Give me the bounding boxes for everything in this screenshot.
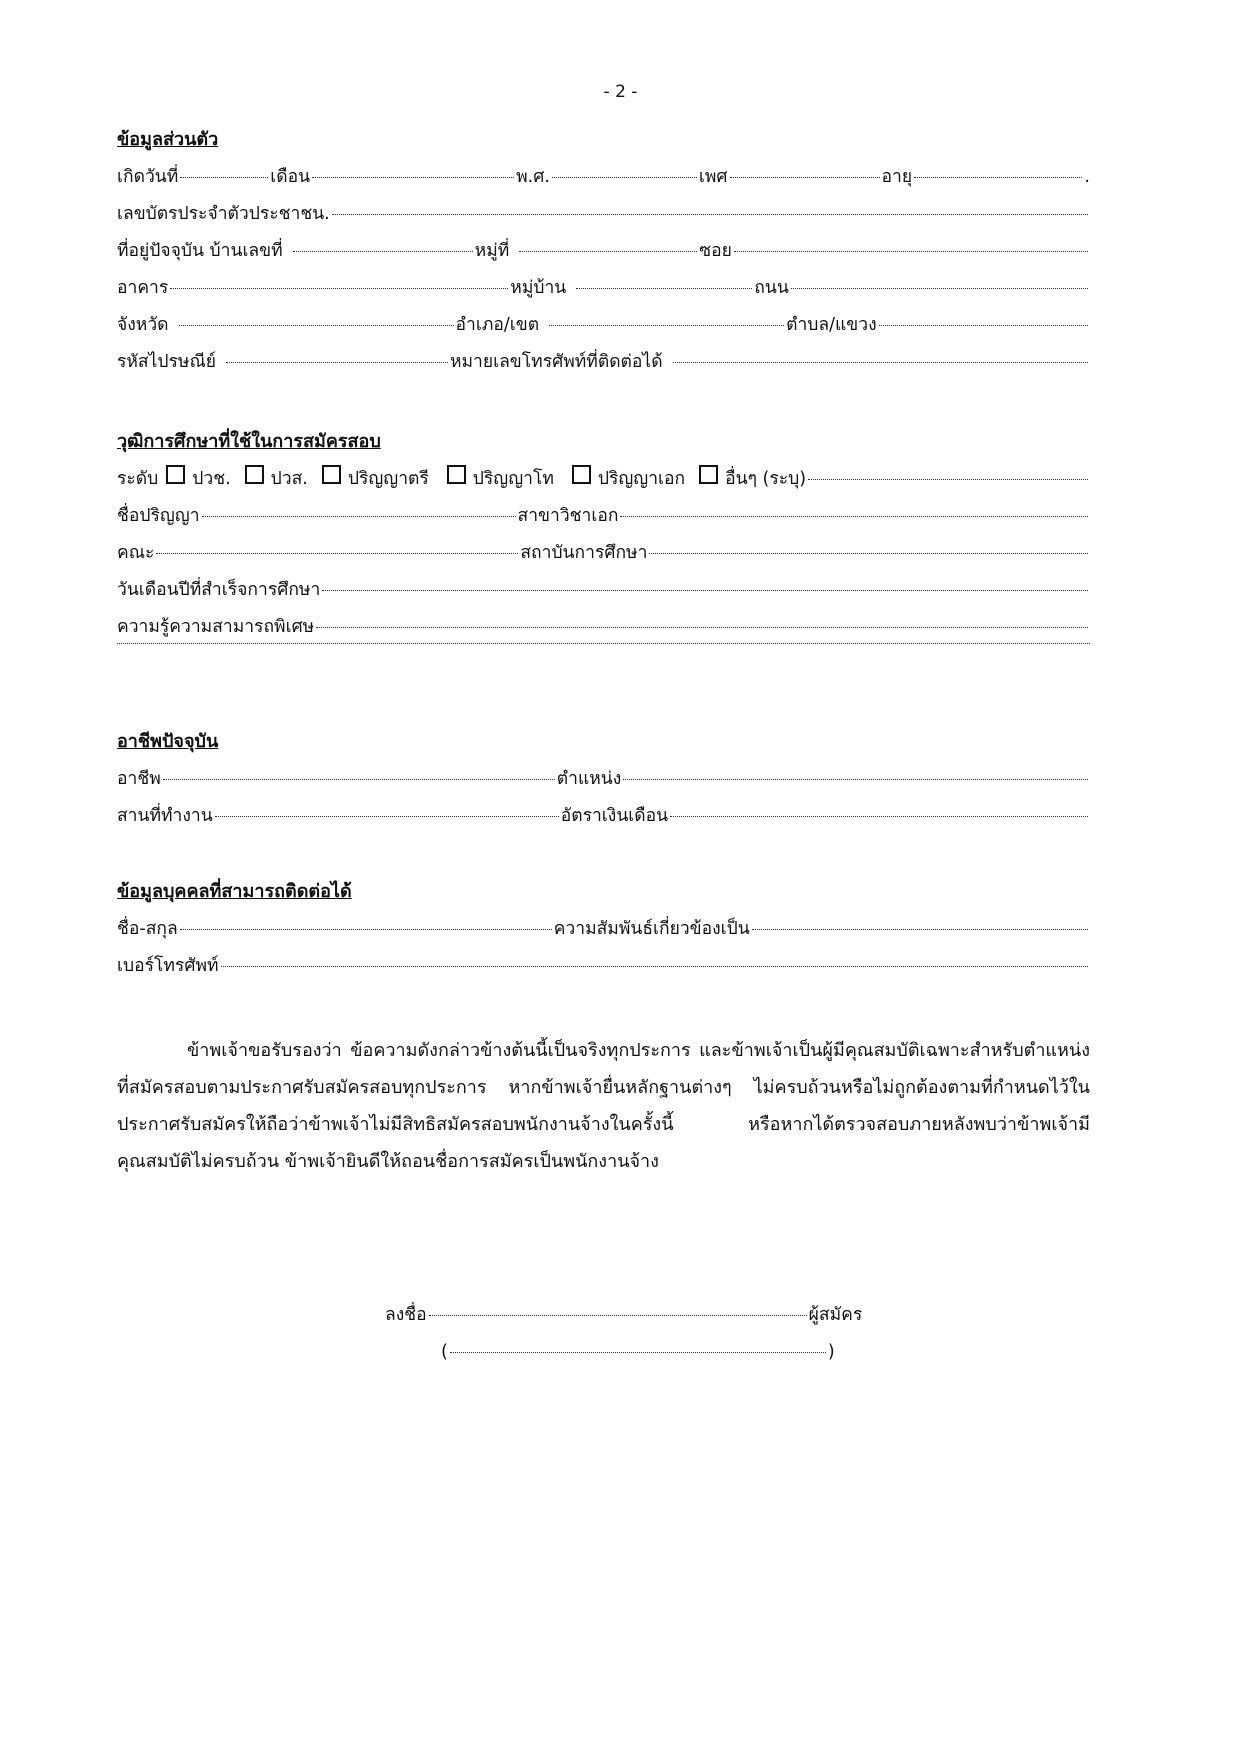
level-option-3: ปริญญาตรี — [347, 469, 429, 489]
skills-label: ความรู้ความสามารถพิเศษ — [117, 617, 315, 637]
province-row — [117, 307, 1090, 344]
institution-field[interactable] — [649, 552, 1088, 554]
level-option-2: ปวส. — [270, 469, 308, 489]
district-field[interactable] — [549, 324, 784, 326]
postcode-label: รหัสไปรษณีย์ — [117, 352, 216, 372]
building-field[interactable] — [170, 287, 508, 289]
job-field[interactable] — [163, 778, 555, 780]
relation-label: ความสัมพันธ์เกี่ยวข้องเป็น — [553, 919, 750, 939]
level-checkbox-1[interactable] — [166, 465, 185, 484]
level-checkbox-5[interactable] — [572, 465, 591, 484]
level-option-1: ปวช. — [192, 469, 231, 489]
printed-name-field[interactable] — [450, 1351, 826, 1353]
level-row — [117, 461, 1090, 498]
id-card-label: เลขบัตรประจำตัวประชาชน. — [117, 204, 330, 224]
year-label: พ.ศ. — [516, 167, 550, 187]
faculty-row — [117, 535, 1090, 572]
province-label: จังหวัด — [117, 315, 169, 335]
signature-field[interactable] — [429, 1314, 807, 1316]
contact-name-row — [117, 911, 1090, 948]
postcode-row — [117, 344, 1090, 381]
job-label: อาชีพ — [117, 769, 161, 789]
faculty-field[interactable] — [156, 552, 518, 554]
id-card-field[interactable] — [332, 213, 1088, 215]
printed-name-row — [385, 1334, 885, 1371]
graduation-label: วันเดือนปีที่สำเร็จการศึกษา — [117, 580, 321, 600]
contact-heading: ข้อมูลบุคคลที่สามารถติดต่อได้ — [117, 881, 352, 902]
id-card-row — [117, 196, 1090, 233]
other-level-field[interactable] — [808, 478, 1088, 480]
month-label: เดือน — [270, 167, 311, 187]
road-field[interactable] — [791, 287, 1088, 289]
contact-phone-field[interactable] — [221, 965, 1088, 967]
job-row — [117, 761, 1090, 798]
open-paren: ( — [441, 1342, 448, 1362]
workplace-label: สานที่ทำงาน — [117, 806, 213, 826]
level-checkbox-6[interactable] — [699, 465, 718, 484]
page-number: - 2 - — [603, 82, 638, 102]
address-row — [117, 233, 1090, 270]
degree-field[interactable] — [202, 515, 516, 517]
address-label: ที่อยู่ปัจจุบัน บ้านเลขที่ — [117, 241, 283, 261]
contact-phone-row — [117, 948, 1090, 985]
year-field[interactable] — [552, 176, 697, 178]
signature-row — [385, 1297, 885, 1334]
level-label: ระดับ — [117, 469, 159, 489]
skills-row-2 — [117, 646, 1090, 683]
building-row — [117, 270, 1090, 307]
village-field[interactable] — [576, 287, 752, 289]
workplace-field[interactable] — [215, 815, 559, 817]
district-label: อำเภอ/เขต — [455, 315, 540, 335]
soi-label: ซอย — [699, 241, 732, 261]
personal-heading: ข้อมูลส่วนตัว — [117, 129, 219, 150]
major-field[interactable] — [620, 515, 1088, 517]
skills-row — [117, 609, 1090, 646]
level-option-4: ปริญญาโท — [472, 469, 554, 489]
contact-name-label: ชื่อ-สกุล — [117, 919, 178, 939]
form-content — [117, 121, 1090, 1180]
education-heading: วุฒิการศึกษาที่ใช้ในการสมัครสอบ — [117, 431, 381, 452]
faculty-label: คณะ — [117, 543, 155, 563]
subdistrict-label: ตำบล/แขวง — [786, 315, 877, 335]
degree-label: ชื่อปริญญา — [117, 506, 200, 526]
major-label: สาขาวิชาเอก — [517, 506, 619, 526]
level-option-5: ปริญญาเอก — [597, 469, 686, 489]
workplace-row — [117, 798, 1090, 835]
declaration — [117, 1032, 1090, 1180]
level-option-6: อื่นๆ (ระบุ) — [725, 469, 807, 489]
birth-row — [117, 159, 1090, 196]
phone-label: หมายเลขโทรศัพท์ที่ติดต่อได้ — [449, 352, 663, 372]
road-label: ถนน — [754, 278, 789, 298]
salary-field[interactable] — [670, 815, 1088, 817]
salary-label: อัตราเงินเดือน — [560, 806, 669, 826]
occupation-heading: อาชีพปัจจุบัน — [117, 731, 219, 752]
level-checkbox-3[interactable] — [322, 465, 341, 484]
close-paren: ) — [827, 1342, 835, 1362]
age-field[interactable] — [914, 176, 1082, 178]
birth-day-label: เกิดวันที่ — [117, 167, 179, 187]
signature-block — [385, 1297, 885, 1371]
level-checkbox-4[interactable] — [447, 465, 466, 484]
soi-field[interactable] — [734, 250, 1088, 252]
position-label: ตำแหน่ง — [556, 769, 622, 789]
age-end: . — [1084, 167, 1090, 187]
village-label: หมู่บ้าน — [510, 278, 567, 298]
age-label: อายุ — [881, 167, 913, 187]
building-label: อาคาร — [117, 278, 169, 298]
contact-name-field[interactable] — [180, 928, 552, 930]
skills-field[interactable] — [316, 626, 1088, 628]
postcode-field[interactable] — [226, 361, 448, 363]
sign-label: ลงชื่อ — [385, 1305, 427, 1325]
subdistrict-field[interactable] — [879, 324, 1088, 326]
skills-field-2[interactable] — [117, 642, 1090, 644]
graduation-field[interactable] — [322, 589, 1088, 591]
degree-row — [117, 498, 1090, 535]
applicant-label: ผู้สมัคร — [808, 1305, 863, 1325]
position-field[interactable] — [623, 778, 1088, 780]
birth-day-field[interactable] — [180, 176, 268, 178]
sex-field[interactable] — [730, 176, 880, 178]
relation-field[interactable] — [752, 928, 1088, 930]
month-field[interactable] — [312, 176, 514, 178]
graduation-row — [117, 572, 1090, 609]
declaration-text: ข้าพเจ้าขอรับรองว่า ข้อความดังกล่าวข้างต้นนี้เป็นจริงทุกประการ และข้าพเจ้าเป็นผู้มีคุณสมบัติเฉพาะสำหรับตำแหน่งที่สมัครสอบตามประกาศรับสมัครสอบทุกประการ หากข้าพเจ้ายื่นหลักฐานต่างๆ ไม่ครบถ้วนหรือไม่ถูกต้องตามที่กำหนดไว้ในประกาศรับสมัครให้ถือว่าข้าพเจ้าไม่มีสิทธิสมัครสอบพนักงานจ้างในครั้งนี้ หรือหากได้ตรวจสอบภายหลังพบว่าข้าพเจ้ามีคุณสมบัติไม่ครบถ้วน ข้าพเจ้ายินดีให้ถอนชื่อการสมัครเป็นพนักงานจ้าง — [117, 1040, 1090, 1172]
sex-label: เพศ — [698, 167, 728, 187]
moo-field[interactable] — [519, 250, 697, 252]
province-field[interactable] — [179, 324, 454, 326]
phone-field[interactable] — [673, 361, 1088, 363]
institution-label: สถาบันการศึกษา — [520, 543, 648, 563]
level-checkbox-2[interactable] — [245, 465, 264, 484]
contact-phone-label: เบอร์โทรศัพท์ — [117, 956, 219, 976]
moo-label: หมู่ที่ — [474, 241, 510, 261]
house-number-field[interactable] — [293, 250, 473, 252]
